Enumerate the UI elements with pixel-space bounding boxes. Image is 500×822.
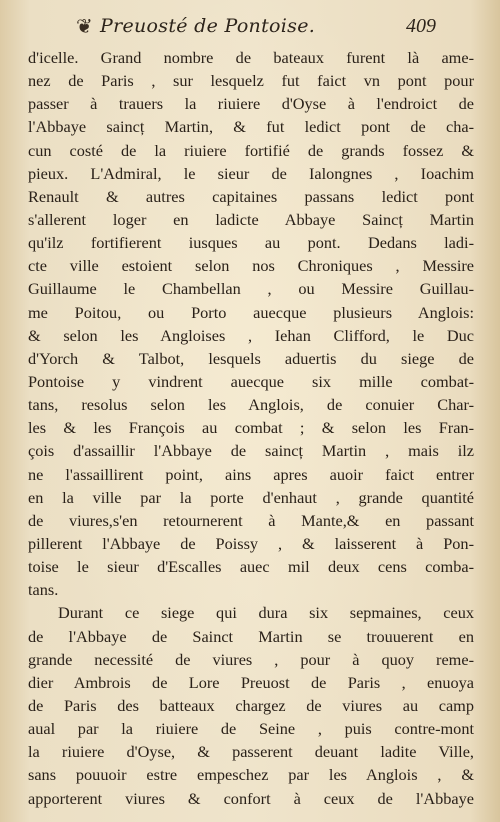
text-line: s'allerent loger en ladicte Abbaye Saincț Martin — [28, 209, 474, 229]
text-line: l'Abbaye saincț Martin, & fut ledict pont de cha- — [28, 117, 474, 137]
fleuron-ornament-icon: ❦ — [76, 14, 93, 38]
text-line: cte ville estoient selon nos Chroniques , Messire — [28, 256, 474, 276]
text-line: çois d'assaillir l'Abbaye de saincț Martin , mais ilz — [28, 441, 474, 461]
text-line: la riuiere d'Oyse, & passerent deuant ladite Ville, — [28, 742, 474, 762]
text-line: grande necessité de viures , pour à quoy reme- — [28, 649, 474, 669]
text-line: sans pouuoir estre empeschez par les Anglois , & — [28, 765, 474, 785]
text-line: Renault & autres capitaines passans ledict pont — [28, 186, 474, 206]
paragraph-start-line: Durant ce siege qui dura six sepmaines, ceux — [58, 603, 474, 623]
text-line: de Paris des batteaux chargez de viures au camp — [28, 695, 474, 715]
text-line: pillerent l'Abbaye de Poissy , & laisserent à Pon- — [28, 533, 474, 553]
text-line: de l'Abbaye de Sainct Martin se trouuerent en — [28, 626, 474, 646]
body-text — [28, 46, 474, 810]
text-line: d'icelle. Grand nombre de bateaux furent là ame- — [28, 48, 474, 67]
text-line: aual par la riuiere de Seine , puis contre-mont — [28, 719, 474, 739]
text-line: passer à trauers la riuiere d'Oyse à l'endroict de — [28, 94, 474, 114]
paragraph-end-line: tans. — [28, 580, 59, 600]
text-line: d'Yorch & Talbot, lesquels aduertis du siege de — [28, 348, 474, 368]
text-line: ne l'assaillirent point, ains apres auoir faict entrer — [28, 464, 474, 484]
text-line: me Poitou, ou Porto auecque plusieurs Anglois: — [28, 302, 474, 322]
text-line: cun costé de la riuiere fortifié de grands fossez & — [28, 140, 474, 160]
text-line: pieux. L'Admiral, le sieur de Ialongnes , Ioachim — [28, 163, 474, 183]
page-header — [0, 12, 500, 42]
text-line: qu'ilz fortifierent iusques au pont. Dedans ladi- — [28, 233, 474, 253]
text-line: Guillaume le Chambellan , ou Messire Guillau- — [28, 279, 474, 299]
text-line: en la ville par la porte d'enhaut , grande quantité — [28, 487, 474, 507]
text-line: Pontoise y vindrent auecque six mille combat- — [28, 371, 474, 391]
text-line: dier Ambrois de Lore Preuost de Paris , enuoya — [28, 672, 474, 692]
text-line: apporterent viures & confort à ceux de l'Abbaye — [28, 788, 474, 808]
text-line: & selon les Angloises , Iehan Clifford, le Duc — [28, 325, 474, 345]
text-line: toise le sieur d'Escalles auec mil deux cens comba- — [28, 557, 474, 577]
text-line: nez de Paris , sur lesquelz fut faict vn pont pour — [28, 71, 474, 91]
text-line: de viures,s'en retournerent à Mante,& en passant — [28, 510, 474, 530]
running-title: Preuosté de Pontoise. — [100, 15, 316, 37]
page-number: 409 — [406, 15, 436, 37]
text-line: les & les François au combat ; & selon les Fran- — [28, 418, 474, 438]
text-line: tans, resolus selon les Anglois, de conuier Char- — [28, 395, 474, 415]
